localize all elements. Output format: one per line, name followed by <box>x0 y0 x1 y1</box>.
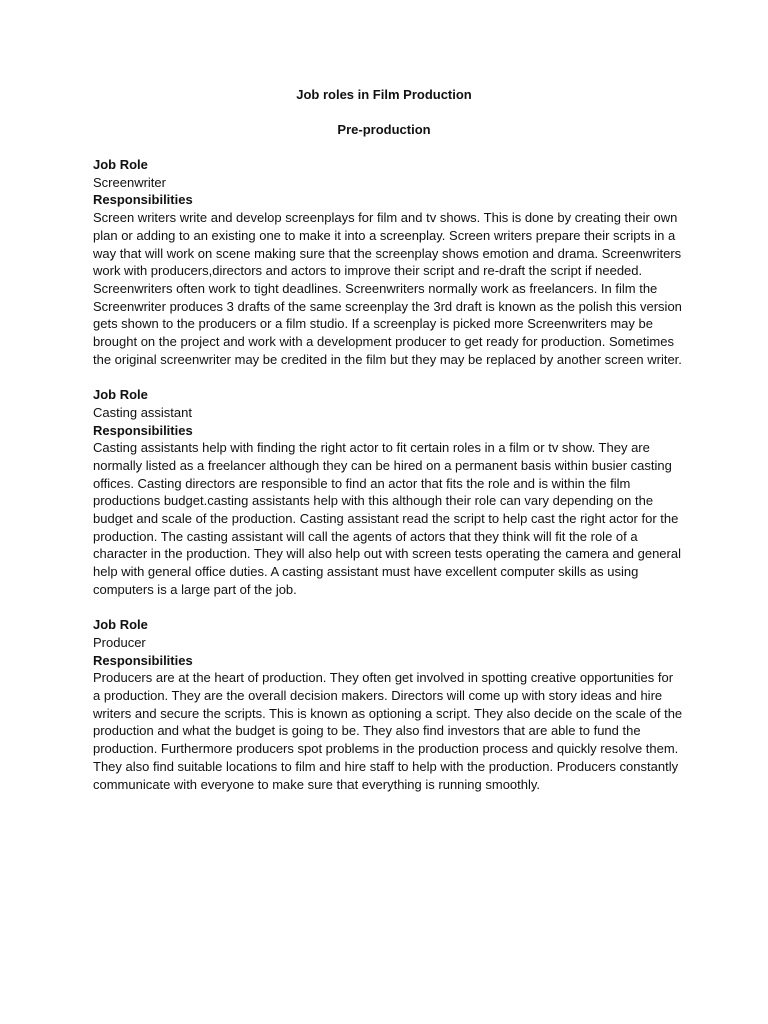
document-content <box>93 156 683 811</box>
job-role-label: Job Role <box>93 617 148 633</box>
role-block-screenwriter <box>93 156 683 368</box>
job-role-label: Job Role <box>93 157 148 172</box>
job-role-label: Job Role <box>93 387 148 403</box>
responsibilities-label: Responsibilities <box>93 652 193 668</box>
responsibilities-text: Casting assistants help with finding the right actor to fit certain roles in a film or tv show. They are normally listed as a freelancer although they can be hired on a permanent basis within busier casting offices. Casting directors are responsible to find an actor that fits the role and is within the film productions budget.casting assistants help with this although their role can vary depending on the budget and scale of the production. Casting assistant read the script to help cast the right actor for the production. The casting assistant will call the agents of actors that they think will fit the role of a character in the production. They will also help out with screen tests operating the camera and general help with general office duties. A casting assistant must have excellent computer skills as using computers is a large part of the job. <box>93 440 681 597</box>
responsibilities-text: Producers are at the heart of production. They often get involved in spotting creative opportunities for a production. They are the overall decision makers. Directors will come up with story ideas and hire writers and secure the scripts. This is known as optioning a script. They also decide on the scale of the production and what the budget is going to be. They also find investors that are able to fund the production. Furthermore producers spot problems in the production process and quickly resolve them. They also find suitable locations to film and hire staff to help with the production. Producers constantly communicate with everyone to make sure that everything is running smoothly. <box>93 670 683 792</box>
responsibilities-text: Screen writers write and develop screenplays for film and tv shows. This is done by creating their own plan or adding to an existing one to make it into a screenplay. Screen writers prepare their scripts in a way that will work on scene making sure that the screenplay shows emotion and drama. Screenwriters work with producers,directors and actors to improve their script and re-draft the script if needed. Screenwriters often work to tight deadlines. Screenwriters normally work as freelancers. In film the Screenwriter produces 3 drafts of the same screenplay the 3rd draft is known as the polish this version gets shown to the producers or a film studio. If a screenplay is picked more Screenwriters may be brought on the project and work with a development producer to get ready for production. Sometimes the original screenwriter may be credited in the film but they may be replaced by another screen writer. <box>93 210 682 367</box>
role-block-producer <box>93 616 683 793</box>
responsibilities-label: Responsibilities <box>93 422 193 438</box>
role-block-casting-assistant <box>93 386 683 598</box>
responsibilities-label: Responsibilities <box>93 192 193 208</box>
job-role-value: Screenwriter <box>93 174 166 190</box>
document-title: Job roles in Film Production <box>296 87 472 102</box>
job-role-value: Producer <box>93 634 146 650</box>
section-title: Pre-production <box>337 122 431 137</box>
job-role-value: Casting assistant <box>93 404 192 420</box>
